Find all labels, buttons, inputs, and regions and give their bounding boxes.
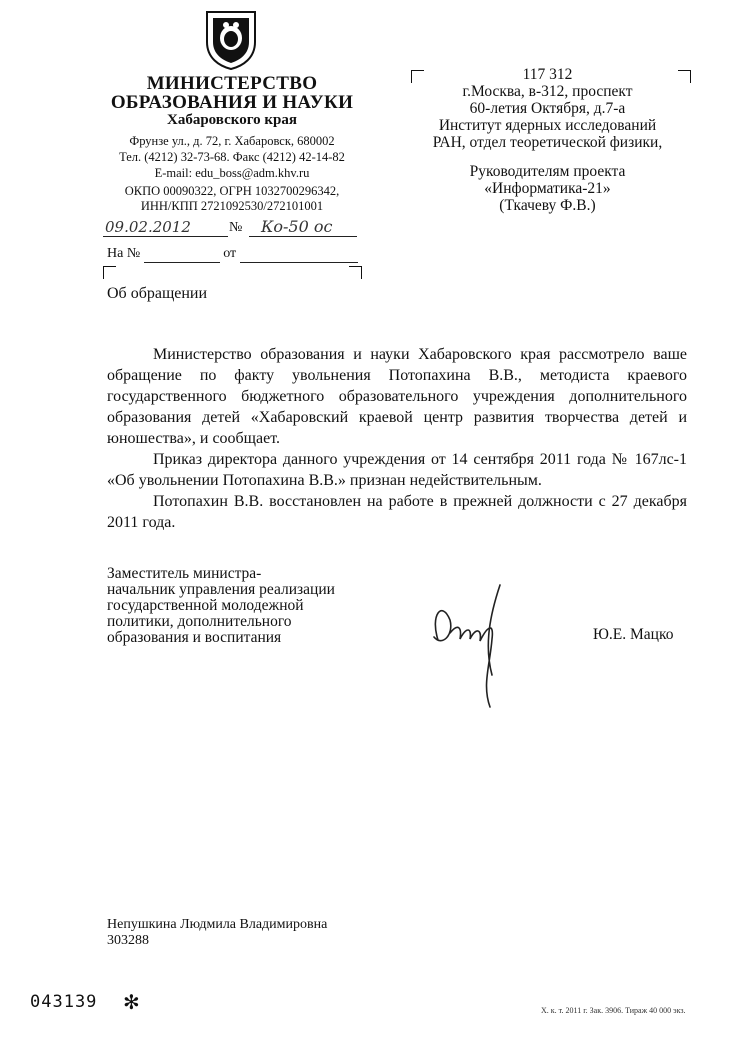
ministry-title-line2: ОБРАЗОВАНИЯ И НАУКИ [110, 92, 354, 113]
recipient-address [405, 66, 690, 214]
ministry-email: E-mail: edu_boss@adm.khv.ru [154, 166, 310, 180]
letter-date: 09.02.2012 [105, 218, 191, 236]
reference-line [107, 246, 358, 263]
position-line: начальник управления реализации [107, 581, 335, 598]
recipient-line: г.Москва, в-312, проспект [462, 83, 633, 100]
ministry-address: Фрунзе ул., д. 72, г. Хабаровск, 680002 [129, 134, 335, 148]
body-paragraph-1: Министерство образования и науки Хабаровского края рассмотрело ваше обращение по факту увольнения Потопахина В.В., методиста краевого государственного бюджетного образовательного учреждения дополнительного образования детей «Хабаровский краевой центр развития творчества детей и юношества», и сообщает. [107, 346, 687, 447]
body-paragraph-3: Потопахин В.В. восстановлен на работе в прежней должности с 27 декабря 2011 года. [107, 493, 687, 531]
ministry-title-line1: МИНИСТЕРСТВО [146, 73, 318, 94]
ref-from-label: от [223, 246, 237, 261]
letter-number: Ко-50 ос [261, 217, 333, 236]
recipient-spacer [405, 151, 690, 163]
ref-number-label: На № [107, 246, 141, 261]
ref-date-blank [240, 246, 358, 263]
outgoing-number-line [103, 218, 358, 238]
number-underline [249, 236, 357, 237]
executor-block [107, 917, 327, 949]
coat-of-arms-emblem [203, 8, 259, 70]
signatory-name: Ю.Е. Мацко [593, 626, 674, 643]
signatory-position [107, 566, 335, 646]
position-line: государственной молодежной [107, 597, 304, 614]
ministry-inn: ИНН/КПП 2721092530/272101001 [140, 199, 324, 213]
recipient-line: (Ткачеву Ф.В.) [499, 197, 596, 214]
form-serial-number: 043139 [30, 992, 98, 1012]
executor-name: Непушкина Людмила Владимировна [107, 917, 328, 932]
letter-subject: Об обращении [107, 285, 208, 302]
recipient-line: РАН, отдел теоретической физики, [432, 134, 663, 151]
body-paragraph-2: Приказ директора данного учреждения от 14 сентября 2011 года № 167лс-1 «Об увольнении Потопахина В.В.» признан недействительным. [107, 451, 687, 489]
letter-body [107, 344, 687, 533]
position-line: политики, дополнительного [107, 613, 292, 630]
subject-bracket-right [349, 266, 362, 279]
ministry-okpo: ОКПО 00090322, ОГРН 1032700296342, [124, 184, 340, 198]
region-name: Хабаровского края [167, 112, 297, 128]
asterisk-mark: ✻ [123, 992, 140, 1014]
recipient-line: Институт ядерных исследований [438, 117, 657, 134]
ref-number-blank [144, 246, 220, 263]
date-underline [103, 236, 228, 237]
number-label: № [229, 220, 243, 235]
recipient-line: «Информатика-21» [484, 180, 611, 197]
recipient-line: 60-летия Октября, д.7-а [469, 100, 626, 117]
handwritten-signature [420, 575, 530, 715]
ministry-phone: Тел. (4212) 32-73-68. Факс (4212) 42-14-82 [119, 150, 345, 164]
position-line: Заместитель министра- [107, 565, 262, 582]
executor-phone: 303288 [107, 933, 149, 948]
recipient-line: 117 312 [522, 66, 573, 83]
subject-bracket-left [103, 266, 116, 279]
print-info: Х. к. т. 2011 г. Зак. 3906. Тираж 40 000 экз. [541, 1006, 686, 1015]
recipient-line: Руководителям проекта [469, 163, 626, 180]
position-line: образования и воспитания [107, 629, 282, 646]
